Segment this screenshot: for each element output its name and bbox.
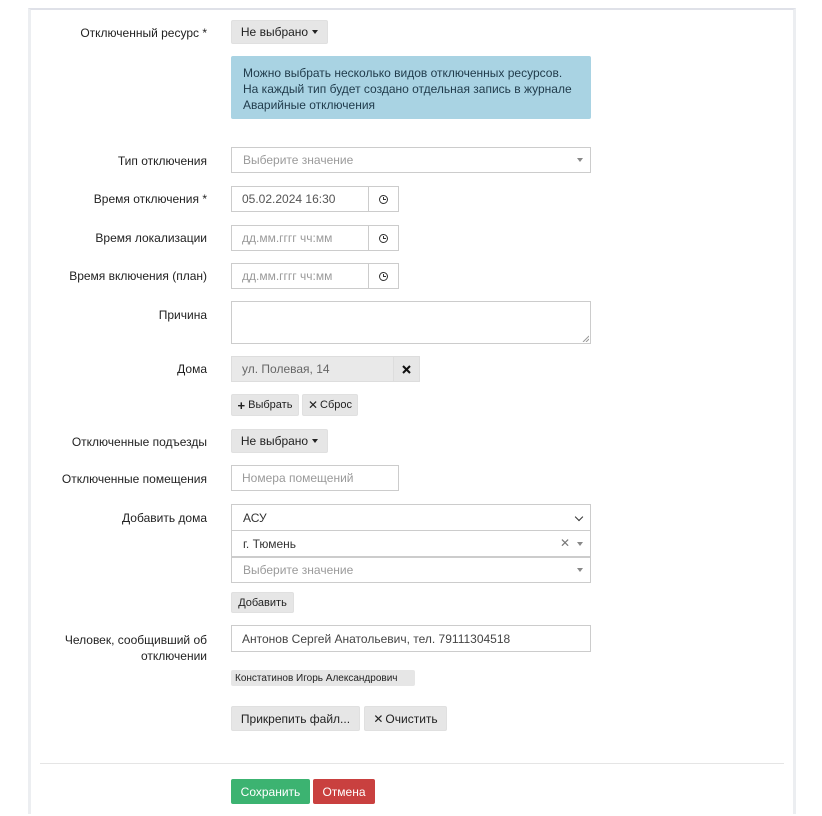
resize-handle-icon[interactable] (582, 335, 589, 342)
source-select-value: АСУ (243, 510, 267, 525)
save-button-label: Сохранить (240, 784, 301, 799)
disabled-resource-label: Отключенный ресурс * (80, 26, 207, 40)
disabled-rooms-placeholder: Номера помещений (242, 471, 354, 485)
restore-time-label: Время включения (план) (69, 269, 207, 283)
reporter-label: Человек, сообщивший об отключении (64, 633, 207, 663)
restore-time-clock-button[interactable] (368, 263, 399, 289)
close-icon: ✕ (373, 711, 384, 726)
select-arrow-icon (577, 568, 583, 572)
attach-file-button[interactable] (231, 706, 360, 731)
houses-clear-button[interactable] (393, 356, 420, 382)
cancel-button-label: Отмена (322, 784, 366, 799)
caret-down-icon (312, 439, 318, 443)
clock-icon (379, 195, 388, 204)
select-arrow-icon (577, 542, 583, 546)
attach-file-label: Прикрепить файл... (240, 711, 351, 726)
disabled-rooms-label: Отключенные помещения (61, 472, 207, 486)
outage-time-input[interactable] (231, 186, 369, 212)
street-select-placeholder: Выберите значение (243, 563, 354, 577)
houses-select-label: Выбрать (248, 399, 293, 411)
houses-reset-label: Сброс (320, 399, 353, 411)
form-divider (40, 763, 784, 764)
localization-time-placeholder: дд.мм.гггг чч:мм (242, 231, 333, 245)
outage-time-value: 05.02.2024 16:30 (242, 192, 336, 206)
clear-files-button[interactable] (364, 706, 447, 731)
localization-time-input[interactable] (231, 225, 369, 251)
reporter-input[interactable] (231, 625, 591, 652)
outage-time-clock-button[interactable] (368, 186, 399, 212)
disabled-entrances-dropdown[interactable] (231, 429, 328, 453)
restore-time-placeholder: дд.мм.гггг чч:мм (242, 269, 333, 283)
outage-type-placeholder: Выберите значение (243, 153, 354, 167)
reason-label: Причина (158, 308, 207, 322)
disabled-resource-dropdown[interactable] (231, 20, 328, 44)
houses-value: ул. Полевая, 14 (242, 362, 330, 376)
disabled-resource-value: Не выбрано (240, 25, 309, 39)
close-icon (402, 365, 411, 374)
disabled-rooms-input[interactable] (231, 465, 399, 491)
add-houses-button-label: Добавить (238, 596, 287, 609)
clock-icon (379, 234, 388, 243)
plus-icon: + (237, 397, 246, 413)
city-select[interactable] (231, 530, 591, 557)
info-alert: Можно выбрать несколько видов отключенных ресурсов. На каждый тип будет создано отдельная запись в журнале Аварийные отключения (231, 56, 591, 119)
houses-select-button[interactable] (231, 394, 299, 416)
outage-time-label: Время отключения * (93, 192, 207, 206)
street-select[interactable] (231, 557, 591, 583)
caret-down-icon (312, 30, 318, 34)
reporter-suggestion-tag[interactable] (231, 670, 415, 686)
clear-icon[interactable]: ✕ (559, 536, 570, 550)
localization-time-clock-button[interactable] (368, 225, 399, 251)
source-select[interactable] (231, 504, 591, 531)
clear-files-label: Очистить (385, 711, 438, 726)
outage-type-label: Тип отключения (117, 154, 207, 168)
add-houses-label: Добавить дома (122, 511, 207, 525)
reason-textarea[interactable] (231, 301, 591, 344)
cancel-button[interactable] (313, 779, 375, 804)
city-select-value: г. Тюмень (243, 536, 297, 551)
outage-type-select[interactable] (231, 147, 591, 173)
form-panel (28, 8, 796, 814)
disabled-entrances-label: Отключенные подъезды (71, 435, 207, 449)
houses-reset-button[interactable] (302, 394, 358, 416)
save-button[interactable] (231, 779, 310, 804)
chevron-down-icon (575, 512, 583, 520)
disabled-entrances-value: Не выбрано (240, 434, 309, 448)
localization-time-label: Время локализации (95, 231, 207, 245)
houses-input (231, 356, 394, 382)
select-arrow-icon (577, 158, 583, 162)
close-icon: ✕ (307, 398, 319, 412)
reporter-suggestion-label: Констатинов Игорь Александрович (235, 672, 398, 684)
houses-label: Дома (177, 362, 207, 376)
restore-time-input[interactable] (231, 263, 369, 289)
clock-icon (379, 272, 388, 281)
add-houses-button[interactable] (231, 592, 294, 613)
reporter-value: Антонов Сергей Анатольевич, тел. 79111304518 (242, 631, 511, 646)
